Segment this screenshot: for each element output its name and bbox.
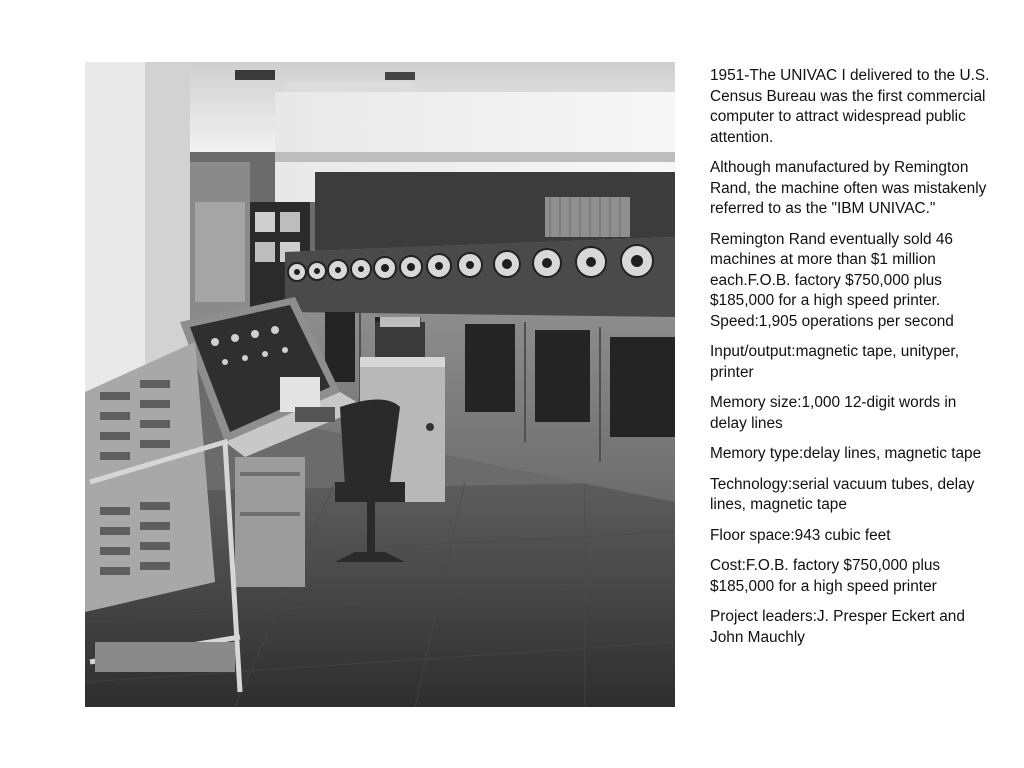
paragraph-intro: 1951-The UNIVAC I delivered to the U.S. Census Bureau was the first commercial computer to attract widespread public attention. bbox=[710, 67, 990, 146]
paragraph-sales: Remington Rand eventually sold 46 machines at more than $1 million each.F.O.B. factory $750,000 plus $185,000 for a high speed printer. Speed:1,905 operations per second bbox=[710, 230, 954, 330]
paragraph-cost: Cost:F.O.B. factory $750,000 plus $185,000 for a high speed printer bbox=[710, 557, 941, 595]
paragraph-technology: Technology:serial vacuum tubes, delay lines, magnetic tape bbox=[710, 475, 975, 513]
text-panel bbox=[710, 66, 995, 658]
univac-photo-illustration bbox=[85, 62, 675, 707]
paragraph-input-output: Input/output:magnetic tape, unityper, printer bbox=[710, 343, 959, 381]
paragraph-floor-space: Floor space:943 cubic feet bbox=[710, 526, 891, 544]
univac-photo bbox=[85, 62, 675, 707]
paragraph-project-leaders: Project leaders:J. Presper Eckert and John Mauchly bbox=[710, 608, 965, 646]
paragraph-memory-type: Memory type:delay lines, magnetic tape bbox=[710, 445, 982, 462]
paragraph-memory-size: Memory size:1,000 12-digit words in delay lines bbox=[710, 394, 957, 432]
paragraph-manufacturer: Although manufactured by Remington Rand, the machine often was mistakenly referred to as the "IBM UNIVAC." bbox=[710, 159, 987, 217]
